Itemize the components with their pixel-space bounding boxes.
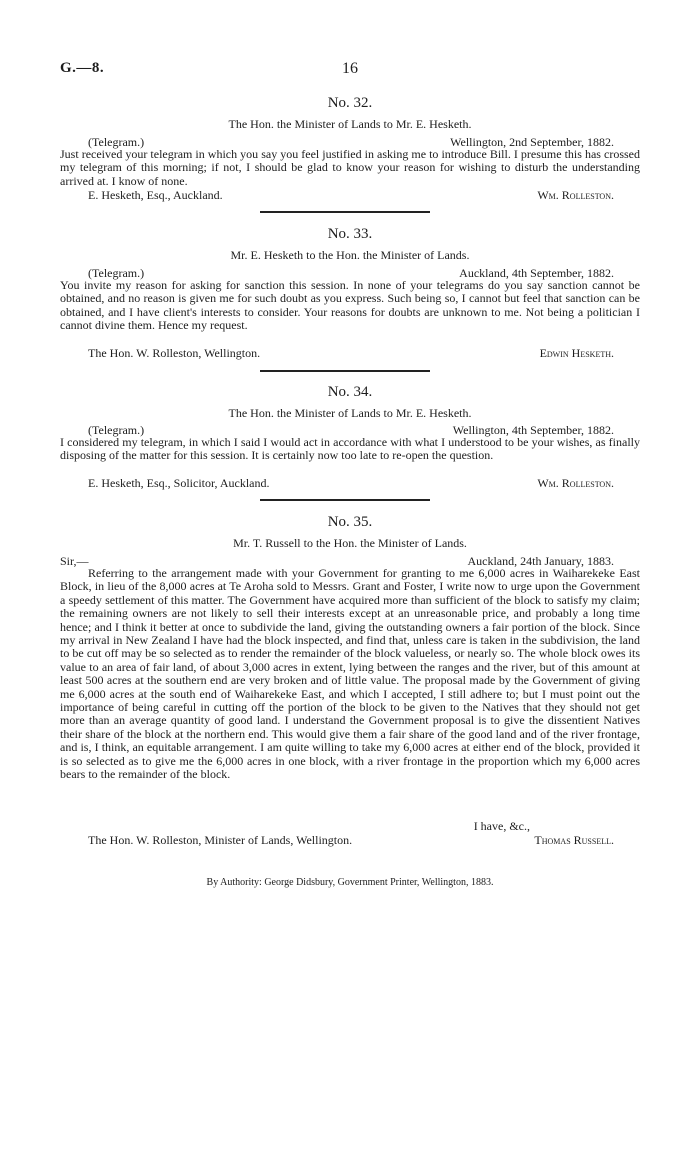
letter-sign-row bbox=[60, 476, 640, 490]
section-divider bbox=[260, 211, 430, 213]
letter-number: No. 34. bbox=[327, 384, 373, 400]
letter-signature: Thomas Russell. bbox=[534, 833, 614, 847]
letter-signature: Edwin Hesketh. bbox=[539, 346, 614, 360]
letter-closing-row bbox=[60, 819, 640, 833]
document-reference: G.—8. bbox=[60, 60, 105, 76]
letter-caption: The Hon. the Minister of Lands to Mr. E. Hesketh. bbox=[228, 406, 472, 420]
letter-addressee: The Hon. W. Rolleston, Minister of Lands, Wellington. bbox=[88, 833, 353, 847]
letter-place-date: Wellington, 4th September, 1882. bbox=[452, 423, 614, 437]
section-divider bbox=[260, 370, 430, 372]
letter-body: You invite my reason for asking for sanction this session. In none of your telegrams do you say sanction cannot be obtained, and no reason is given me for such doubt as you express. Such being so, I cannot but feel that sanction can be obtained, and I have client's interests to consider. Your reasons for doubts are unknown to me. Not being a politician I cannot divine them. Hence my request. bbox=[60, 278, 640, 333]
letter-caption: The Hon. the Minister of Lands to Mr. E. Hesketh. bbox=[228, 117, 472, 131]
letter-mode: (Telegram.) bbox=[88, 135, 145, 149]
section-divider bbox=[260, 499, 430, 501]
letter-place-date: Auckland, 4th September, 1882. bbox=[459, 266, 614, 280]
letter-addressee: E. Hesketh, Esq., Auckland. bbox=[88, 188, 223, 202]
page-number: 16 bbox=[342, 60, 358, 77]
letter-sign-row bbox=[60, 188, 640, 202]
letter-mode: (Telegram.) bbox=[88, 266, 145, 280]
letter-number: No. 32. bbox=[327, 95, 373, 111]
letter-caption: Mr. T. Russell to the Hon. the Minister of Lands. bbox=[233, 536, 467, 550]
letter-number: No. 35. bbox=[327, 514, 373, 530]
letter-salutation: Sir,— bbox=[60, 554, 89, 568]
letter-addressee: The Hon. W. Rolleston, Wellington. bbox=[88, 346, 261, 360]
letter-addressee: E. Hesketh, Esq., Solicitor, Auckland. bbox=[88, 476, 270, 490]
letter-sign-row bbox=[60, 833, 640, 847]
letter-caption: Mr. E. Hesketh to the Hon. the Minister of Lands. bbox=[230, 248, 470, 262]
letter-body: Referring to the arrangement made with your Government for granting to me 6,000 acres in Waiharekeke East Block, in lieu of the 8,000 acres at Te Aroha sold to Messrs. Grant and Foster, I write now to urge upon the Government a speedy settlement of this matter. The Government have acquired more than sufficient of the block to satisfy my claim; the remaining owners are not likely to sell their interests except at an unreasonable price, and probably a long time hence; and I think it better at once to subdivide the land, giving the outstanding owners a fair portion of the block. Since my arrival in New Zealand I have had the block inspected, and find that, unless care is taken in the subdivision, the land to be cut off may be so selected as to render the remainder of the block valueless, or nearly so. The whole block owes its value to an area of fair land, of about 3,000 acres in extent, lying between the ranges and the river, but of this amount at least 500 acres at the southern end are very broken and of little value. The proposal made by the Government of giving me 6,000 acres at the south end of Waiharekeke East, and which I accepted, I still adhere to; but I must point out the importance of being careful in cutting off the portion of the block to be given to the Natives that they should not get more than an average quantity of good land. I understand the Government proposal is to give the dissentient Natives their share of the block at the northern end. This would give them a fair share of the good land and of the river frontage, and is, I think, an equitable arrangement. I am quite willing to take my 6,000 acres at either end of the block, provided it is so selected as to give me the 6,000 acres in one block, with a river frontage in the proportion which my 6,000 acres bears to the remainder of the block. bbox=[60, 566, 640, 782]
printer-imprint: By Authority: George Didsbury, Government Printer, Wellington, 1883. bbox=[206, 877, 494, 888]
letter-signature: Wm. Rolleston. bbox=[537, 188, 614, 202]
letter-closing: I have, &c., bbox=[473, 819, 530, 833]
letter-body: I considered my telegram, in which I said I would act in accordance with what I understood to be your wishes, as finally disposing of the matter for this session. It is certainly now too late to re-open the question. bbox=[60, 435, 640, 463]
letter-place-date: Wellington, 2nd September, 1882. bbox=[450, 135, 614, 149]
letter-signature: Wm. Rolleston. bbox=[537, 476, 614, 490]
letter-mode: (Telegram.) bbox=[88, 423, 145, 437]
letter-number: No. 33. bbox=[327, 226, 373, 242]
letter-sign-row bbox=[60, 346, 640, 360]
letter-place-date: Auckland, 24th January, 1883. bbox=[467, 554, 614, 568]
letter-body: Just received your telegram in which you say you feel justified in asking me to introduce Bill. I presume this has crossed my telegram of this morning; if not, I should be glad to know your reason for wishing to disturb the understanding arrived at. I know of none. bbox=[60, 147, 640, 188]
